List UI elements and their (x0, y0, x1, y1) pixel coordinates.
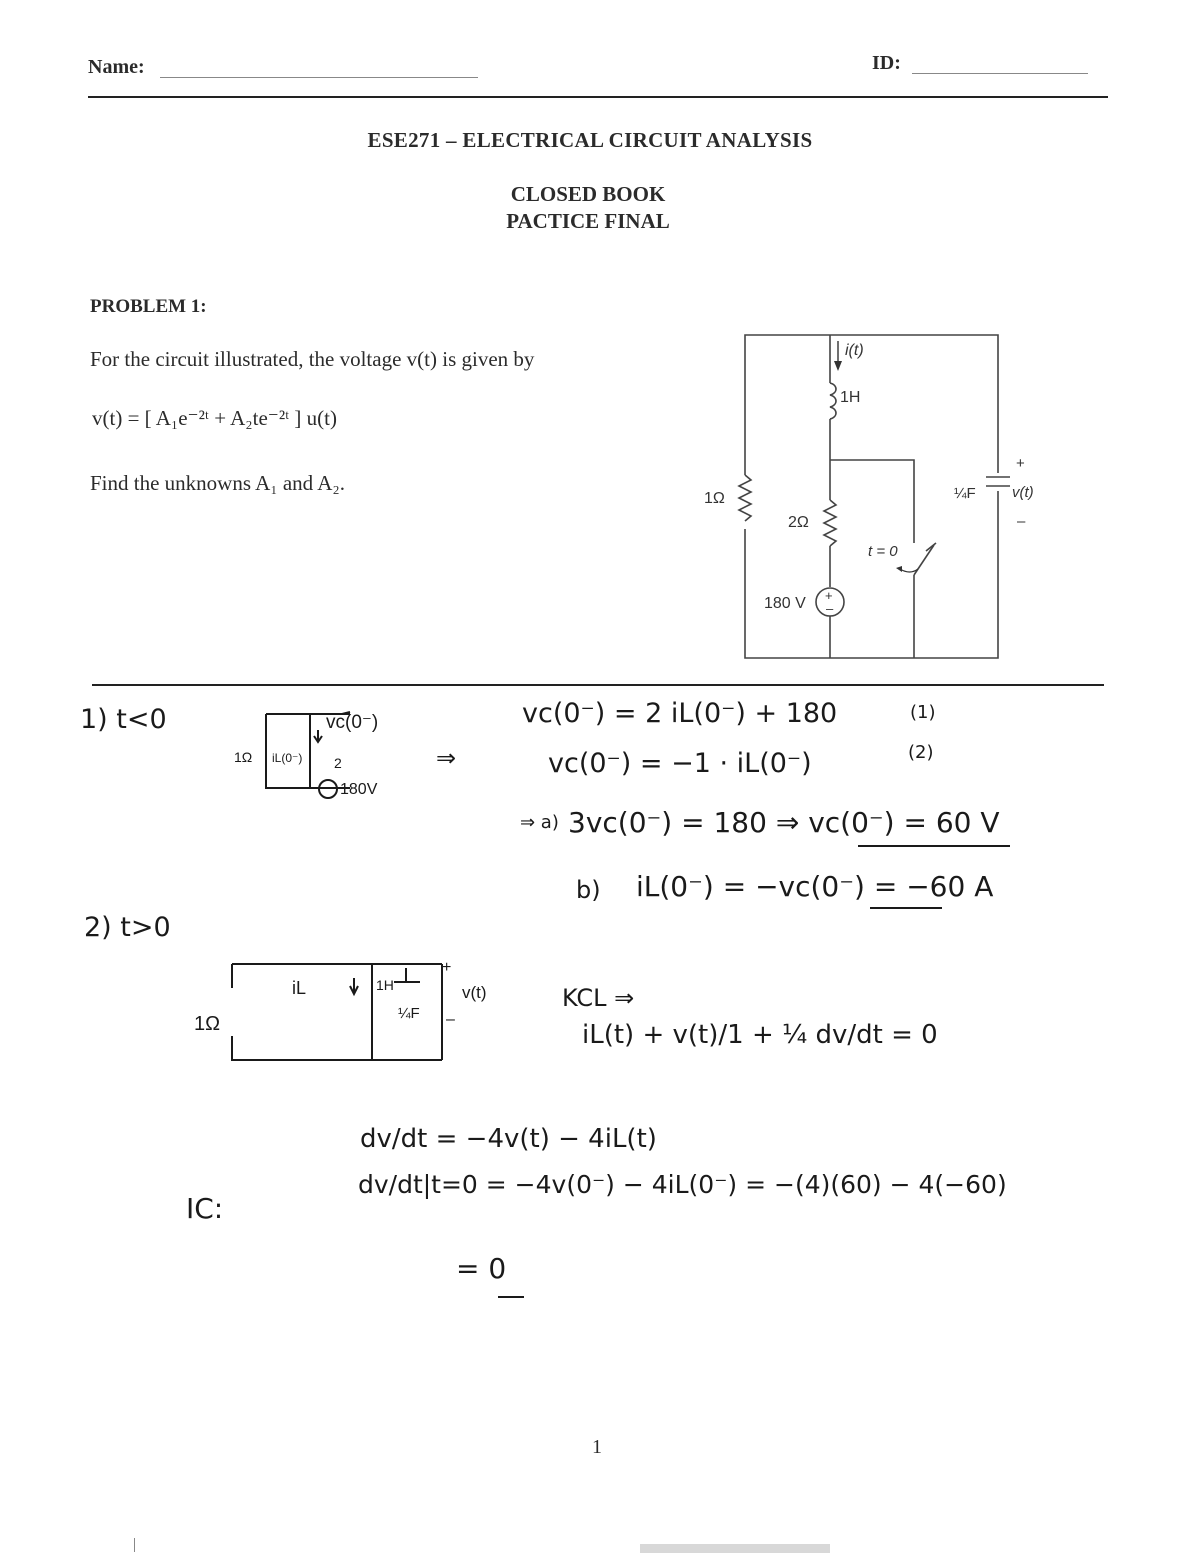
r2-label: 2Ω (788, 514, 809, 531)
switch-blade (914, 545, 934, 575)
page-number: 1 (592, 1436, 602, 1458)
header-rule (88, 96, 1108, 98)
sk1-r: 2 (334, 755, 342, 771)
arrow1: ⇒ (436, 744, 457, 772)
source-plus: + (825, 588, 833, 603)
section-divider (92, 684, 1104, 686)
ic-eq: dv/dt|t=0 = −4v(0⁻) − 4iL(0⁻) = −(4)(60) − 4(−60) (358, 1170, 1007, 1199)
practice-final-title: PACTICE FINAL (506, 209, 670, 233)
eq1: vc(0⁻) = 2 iL(0⁻) + 180 (522, 698, 838, 729)
case1-label: 1) t<0 (80, 704, 167, 735)
course-title: ESE271 – ELECTRICAL CIRCUIT ANALYSIS (367, 128, 813, 152)
sk2-c: ¼F (398, 1005, 420, 1022)
eq3-underline (858, 845, 1010, 847)
sk1-src: 180V (340, 781, 378, 798)
kcl-label: KCL ⇒ (562, 984, 635, 1012)
source-label: 180 V (764, 595, 806, 612)
eq1-num: (1) (910, 702, 936, 723)
eq2: vc(0⁻) = −1 · iL(0⁻) (548, 748, 812, 779)
sk2-il: iL (292, 978, 307, 998)
problem-equation: v(t) = [ A₁e⁻²ᵗ + A₂te⁻²ᵗ ] u(t) (92, 406, 337, 430)
eq4-underline (870, 907, 942, 909)
resistor-2ohm (824, 500, 836, 546)
ic-result-underline (498, 1296, 524, 1298)
switch-label: t = 0 (868, 543, 898, 560)
sk2-left: 1Ω (194, 1013, 221, 1035)
case2-label: 2) t>0 (84, 912, 171, 943)
sk2-l: 1H (376, 977, 394, 993)
name-label: Name: (88, 56, 145, 78)
dv-eq: dv/dt = −4v(t) − 4iL(t) (360, 1124, 657, 1154)
eq3: 3vc(0⁻) = 180 ⇒ vc(0⁻) = 60 V (568, 806, 1000, 839)
kcl-eq: iL(t) + v(t)/1 + ¼ dv/dt = 0 (582, 1020, 938, 1050)
eq2-num: (2) (908, 742, 934, 763)
sk2-minus: – (446, 1011, 455, 1028)
sketch2-circuit (180, 952, 530, 1070)
id-label: ID: (872, 52, 901, 74)
inductor-label: 1H (840, 389, 861, 406)
name-blank-line (160, 77, 478, 78)
sk1-left: 1Ω (234, 749, 253, 765)
sk1-vc: vc(0⁻) (326, 712, 379, 733)
source-minus: – (826, 601, 834, 616)
r1-label: 1Ω (704, 490, 725, 507)
cap-label: ¼F (954, 485, 976, 502)
current-label: i(t) (845, 342, 864, 359)
cap-plus: + (1016, 455, 1025, 472)
inductor-1h (830, 383, 836, 419)
id-blank-line (912, 73, 1088, 74)
v-label: v(t) (1012, 484, 1034, 501)
sk1-il: iL(0⁻) (272, 751, 303, 765)
scan-edge-artifact (640, 1544, 830, 1553)
circuit-diagram (690, 325, 1070, 670)
problem-heading: PROBLEM 1: (90, 296, 207, 317)
ic-label: IC: (186, 1192, 224, 1225)
sketch1-circuit (230, 700, 460, 825)
eq4: iL(0⁻) = −vc(0⁻) = −60 A (636, 870, 994, 903)
eq4-prefix: b) (576, 876, 601, 904)
cap-minus: – (1017, 513, 1026, 530)
problem-intro: For the circuit illustrated, the voltage v(t) is given by (90, 347, 535, 371)
scan-mark (134, 1538, 135, 1552)
problem-task: Find the unknowns A₁ and A₂. (90, 471, 345, 495)
eq3-prefix: ⇒ a) (520, 812, 559, 833)
sk2-plus: + (442, 959, 452, 976)
sk2-v: v(t) (462, 983, 487, 1002)
ic-result: = 0 (456, 1252, 507, 1285)
closed-book-title: CLOSED BOOK (510, 182, 666, 206)
